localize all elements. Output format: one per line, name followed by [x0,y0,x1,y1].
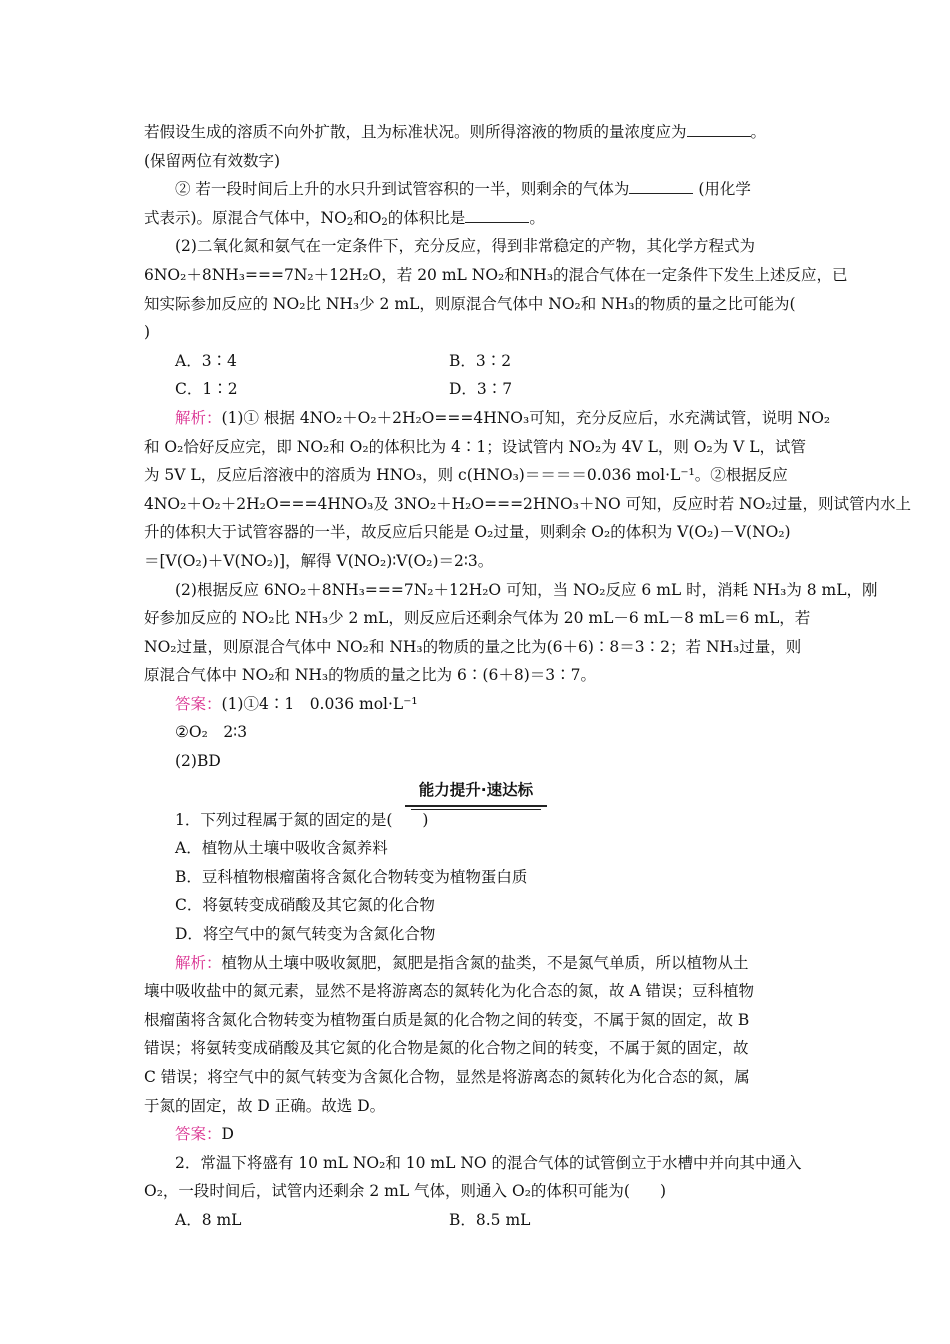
question-stem: 2．常温下将盛有 10 mL NO₂和 10 mL NO 的混合气体的试管倒立于水槽中并向其中通入 [175,1153,802,1172]
option-b[interactable]: B．豆科植物根瘤菌将含氮化合物转变为植物蛋白质 [175,867,528,886]
text: 。 [529,208,545,227]
option-a[interactable]: A．植物从土壤中吸收含氮养料 [175,839,388,858]
analysis-line: 和 O₂恰好反应完，即 NO₂和 O₂的体积比为 4∶1；设试管内 NO₂为 4V L，则 O₂为 V L，试管 [144,437,807,456]
analysis-line: 升的体积大于试管容器的一半，故反应后只能是 O₂过量，则剩余 O₂的体积为 V(O₂)－V(NO₂) [144,523,791,542]
analysis-line: ＝[V(O₂)＋V(NO₂)]，解得 V(NO₂)∶V(O₂)＝2∶3。 [144,551,494,570]
text: O₂，一段时间后，试管内还剩余 2 mL 气体，则通入 O₂的体积可能为( [144,1182,630,1201]
text: 式表示)。原混合气体中，NO [144,208,347,227]
option-c[interactable]: C．1∶2 [175,380,238,399]
question-stem [144,1177,808,1206]
option-d[interactable]: D．3∶7 [449,380,513,399]
option-b[interactable]: B．8.5 mL [449,1210,531,1229]
answer-line: ②O₂ 2∶3 [175,723,248,742]
section-title-text: 能力提升·速达标 [405,776,547,807]
text: D [221,1125,234,1144]
options-row [144,1206,808,1235]
analysis-line [144,404,831,433]
question-text-line: (保留两位有效数字) [144,151,281,170]
option-b[interactable]: B．3∶2 [449,351,512,370]
analysis-line: 原混合气体中 NO₂和 NH₃的物质的量之比为 6∶(6＋8)＝3∶7。 [144,666,596,685]
analysis-label: 解析： [175,953,222,972]
option-c[interactable]: C．将氨转变成硝酸及其它氮的化合物 [175,896,435,915]
text: 。 [750,123,767,141]
answer-label: 答案： [175,694,222,713]
analysis-line: (2)根据反应 6NO₂＋8NH₃===7N₂＋12H₂O 可知，当 NO₂反应 6 mL 时，消耗 NH₃为 8 mL，刚 [175,580,878,599]
question-text-line: 式表示)。原混合气体中，$NO_2$和$O_2$的体积比是 。 [144,208,545,228]
text: (用化学 [693,180,751,199]
answer-blank[interactable] [687,122,751,137]
question-text-line: 6NO₂＋8NH₃===7N₂＋12H₂O，若 20 mL NO₂和NH₃的混合气体在一定条件下发生上述反应，已 [144,265,848,284]
document-page [144,118,912,1235]
analysis-label: 解析： [175,408,222,427]
question-text-line [144,175,808,204]
option-d[interactable]: D．将空气中的氮气转变为含氮化合物 [175,925,436,944]
option-a[interactable]: A．3∶4 [175,351,237,370]
section-title [144,776,808,806]
text: ) [659,1182,667,1201]
analysis-line: 壤中吸收盐中的氮元素，显然不是将游离态的氮转化为化合态的氮，故 A 错误；豆科植物 [144,982,755,1001]
text: 的体积比是 [387,208,466,227]
text: 植物从土壤中吸收氮肥，氮肥是指含氮的盐类，不是氮气单质，所以植物从土 [221,953,749,972]
analysis-line: 根瘤菌将含氮化合物转变为植物蛋白质是氮的化合物之间的转变，不属于氮的固定，故 B [144,1010,750,1029]
analysis-line: 错误；将氨转变成硝酸及其它氮的化合物是氮的化合物之间的转变，不属于氮的固定，故 [144,1039,749,1058]
question-text-line: ) [144,323,151,342]
analysis-line: NO₂过量，则原混合气体中 NO₂和 NH₃的物质的量之比为(6＋6)∶8＝3∶2；若 NH₃过量，则 [144,637,802,656]
answer-blank[interactable] [465,208,529,223]
analysis-line: 为 5V L，反应后溶液中的溶质为 HNO₃，则 c(HNO₃)＝＝＝＝0.036 mol·L⁻¹。②根据反应 [144,466,788,485]
answer-line [144,1120,808,1149]
answer-line [144,690,808,719]
answer-label: 答案： [175,1125,222,1144]
question-text-line: 知实际参加反应的 NO₂比 NH₃少 2 mL，则原混合气体中 NO₂和 NH₃的物质的量之比可能为( [144,294,796,313]
text: ② 若一段时间后上升的水只升到试管容积的一半，则剩余的气体为 [175,180,630,199]
options-row [144,347,808,376]
text: (1)①4∶1 0.036 mol·L⁻¹ [221,694,418,713]
analysis-line [144,949,808,978]
analysis-line: 于氮的固定，故 D 正确。故选 D。 [144,1096,386,1115]
analysis-line: 4NO₂＋O₂＋2H₂O===4HNO₃及 3NO₂＋H₂O===2HNO₃＋NO 可知，反应时若 NO₂过量，则试管内水上 [144,494,912,513]
analysis-line: C 错误；将空气中的氮气转变为含氮化合物，显然是将游离态的氮转化为化合态的氮，属 [144,1068,750,1086]
text: ) [422,810,429,829]
text: 和O [353,208,382,227]
text: (1)① 根据 4NO₂＋O₂＋2H₂O===4HNO₃可知，充分反应后，水充满试管，说明 NO₂ [221,408,831,427]
question-text-line: (2)二氧化氮和氨气在一定条件下，充分反应，得到非常稳定的产物，其化学方程式为 [175,237,755,256]
options-row [144,375,808,404]
answer-line: (2)BD [175,752,221,771]
answer-blank[interactable] [629,179,693,194]
analysis-line: 好参加反应的 NO₂比 NH₃少 2 mL，则反应后还剩余气体为 20 mL－6 mL－8 mL＝6 mL，若 [144,609,811,628]
option-a[interactable]: A．8 mL [175,1210,242,1229]
text: 若假设生成的溶质不向外扩散，且为标准状况。则所得溶液的物质的量浓度应为 [144,123,687,141]
text: 1．下列过程属于氮的固定的是( [175,810,393,829]
question-text-line [144,118,808,147]
question-stem [144,806,808,835]
